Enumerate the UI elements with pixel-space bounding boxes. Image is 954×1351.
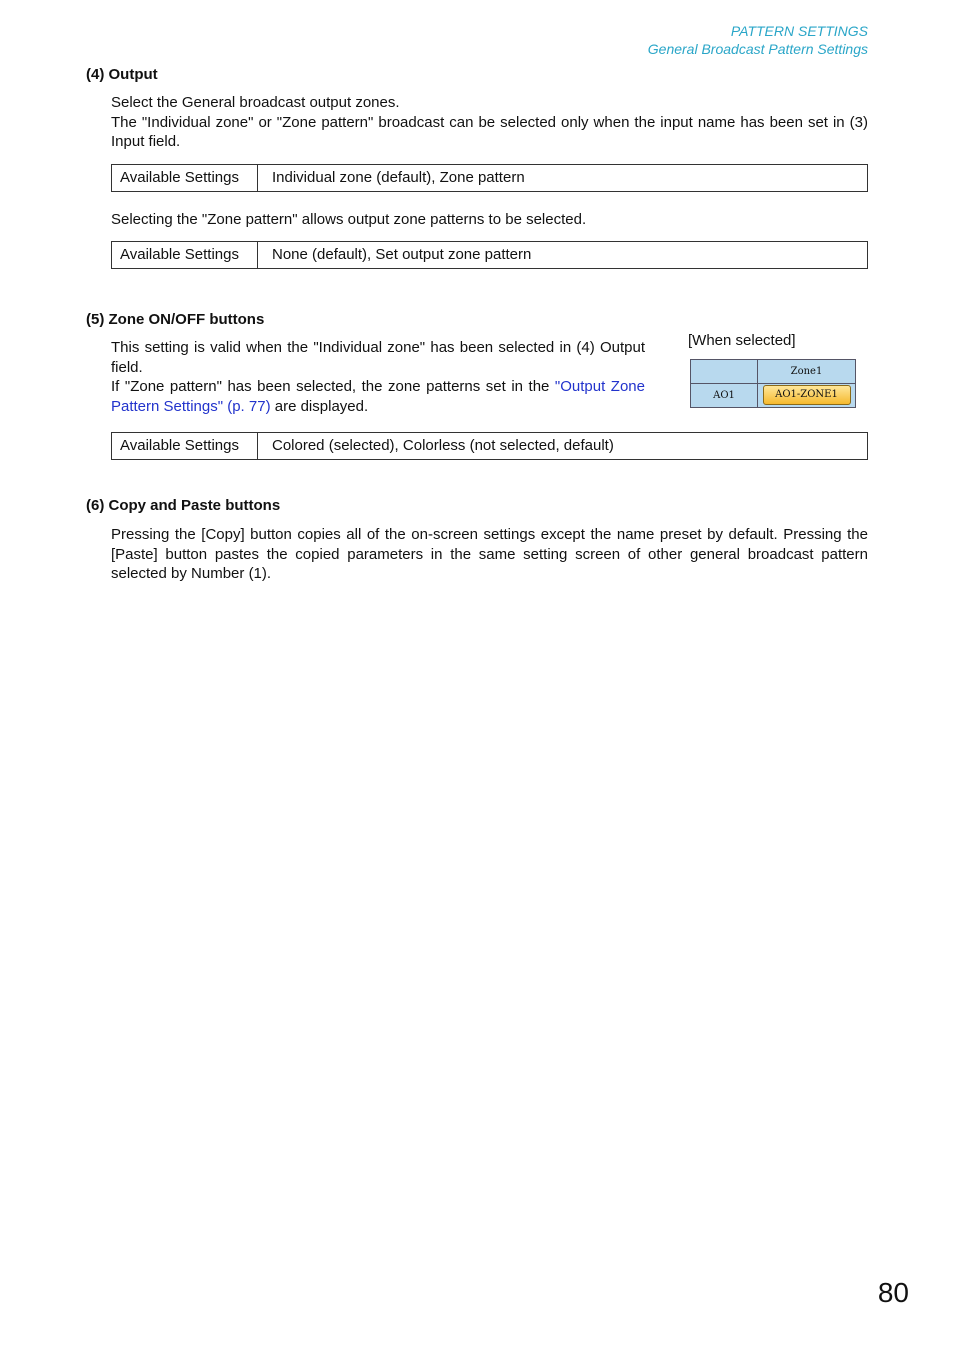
settings-value: Individual zone (default), Zone pattern [258, 165, 868, 192]
settings-key: Available Settings [112, 433, 258, 460]
table-row [691, 383, 856, 407]
section-4-paragraph-2: Selecting the "Zone pattern" allows output zone patterns to be selected. [111, 211, 587, 228]
ao-row-header: AO1 [691, 383, 758, 407]
table-row [112, 242, 868, 269]
settings-value: None (default), Set output zone pattern [258, 242, 868, 269]
available-settings-table-output [111, 164, 868, 192]
section-5-paragraph [111, 338, 645, 416]
settings-key: Available Settings [112, 165, 258, 192]
running-header [648, 22, 868, 58]
section-5-line-1: This setting is valid when the "Individual zone" has been selected in (4) Output field. [111, 339, 645, 376]
zone-on-off-button[interactable]: AO1-ZONE1 [763, 385, 851, 405]
available-settings-table-zone-pattern [111, 241, 868, 269]
section-5-text-after-link: are displayed. [270, 397, 369, 415]
section-5-text-before-link: If "Zone pattern" has been selected, the zone patterns set in the [111, 378, 555, 395]
zone-column-header: Zone1 [758, 360, 856, 384]
table-row [112, 165, 868, 192]
zone-grid [690, 359, 856, 408]
table-row [691, 360, 856, 384]
table-row [112, 433, 868, 460]
header-section: PATTERN SETTINGS [730, 23, 868, 39]
header-subsection: General Broadcast Pattern Settings [647, 41, 868, 57]
section-6-paragraph: Pressing the [Copy] button copies all of the on-screen settings except the name preset by default. Pressing the [Paste] button pastes the copied parameters in the same setting screen of other general broadcast pattern selected by Number (1). [111, 526, 868, 582]
section-4-line-2: The "Individual zone" or "Zone pattern" broadcast can be selected only when the input name has been set in (3) Input field. [111, 113, 868, 150]
section-5-heading: (5) Zone ON/OFF buttons [86, 311, 265, 328]
grid-corner-cell [691, 360, 758, 384]
output-zone-pattern-settings-link[interactable]: "Output Zone Pattern Settings" (p. 77) [111, 378, 645, 415]
section-4-line-1: Select the General broadcast output zones. [111, 94, 400, 111]
zone-button-screenshot [690, 359, 856, 408]
section-4-paragraph-1 [111, 93, 868, 152]
section-5-line-2 [111, 377, 645, 416]
when-selected-caption: [When selected] [688, 332, 796, 349]
page-number: 80 [877, 1277, 909, 1308]
section-4-heading: (4) Output [86, 66, 158, 83]
zone-button-cell [758, 383, 856, 407]
section-6-heading: (6) Copy and Paste buttons [86, 497, 281, 514]
settings-key: Available Settings [112, 242, 258, 269]
available-settings-table-zone-buttons [111, 432, 868, 460]
settings-value: Colored (selected), Colorless (not selected, default) [258, 433, 868, 460]
